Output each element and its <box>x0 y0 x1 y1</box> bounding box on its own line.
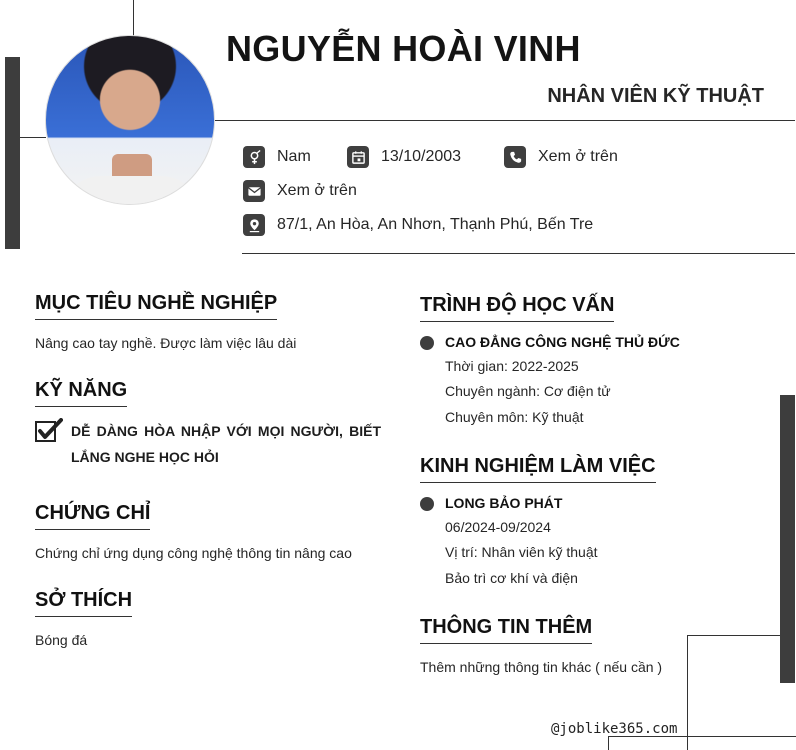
address-item <box>243 214 593 236</box>
decor-bar-left <box>5 57 20 249</box>
gender-value: Nam <box>277 148 311 165</box>
job-title: NHÂN VIÊN KỸ THUẬT <box>547 85 764 107</box>
candidate-name: NGUYỄN HOÀI VINH <box>226 28 581 69</box>
phone-item <box>504 146 618 168</box>
calendar-icon <box>347 146 369 168</box>
phone-value: Xem ở trên <box>538 148 618 165</box>
extra-info-text: Thêm những thông tin khác ( nếu cần ) <box>420 659 663 675</box>
education-heading: TRÌNH ĐỘ HỌC VẤN <box>420 294 614 322</box>
email-item <box>243 180 357 202</box>
hobbies-heading: SỞ THÍCH <box>35 589 132 617</box>
hobbies-text: Bóng đá <box>35 632 88 648</box>
skill-text: DỄ DÀNG HÒA NHẬP VỚI MỌI NGƯỜI, BIẾT LẮNG NGHE HỌC HỎI <box>71 423 381 465</box>
checkbox-checked-icon <box>35 418 63 442</box>
mail-icon <box>243 180 265 202</box>
decor-line-top-vertical <box>133 0 134 36</box>
skill-item <box>35 418 381 470</box>
experience-bullet <box>420 497 434 511</box>
gender-item <box>243 146 311 168</box>
education-specialty: Chuyên môn: Kỹ thuật <box>445 409 584 425</box>
location-icon <box>243 214 265 236</box>
experience-role: Vị trí: Nhân viên kỹ thuật <box>445 544 598 560</box>
objective-heading: MỤC TIÊU NGHỀ NGHIỆP <box>35 292 277 320</box>
watermark-text: @joblike365.com <box>551 721 678 737</box>
skills-heading: KỸ NĂNG <box>35 379 127 407</box>
decor-line-left-horizontal <box>20 137 46 138</box>
decor-frame-vertical-2 <box>608 736 609 750</box>
birthday-item <box>347 146 461 168</box>
decor-bar-right <box>780 395 795 683</box>
address-value: 87/1, An Hòa, An Nhơn, Thạnh Phú, Bến Tre <box>277 216 594 233</box>
education-time: Thời gian: 2022-2025 <box>445 358 579 374</box>
decor-frame-horizontal-1 <box>687 635 780 636</box>
gender-icon <box>243 146 265 168</box>
education-school: CAO ĐẲNG CÔNG NGHỆ THỦ ĐỨC <box>445 334 680 350</box>
education-bullet <box>420 336 434 350</box>
phone-icon <box>504 146 526 168</box>
header-divider-top <box>215 120 795 121</box>
experience-duty: Bảo trì cơ khí và điện <box>445 570 578 586</box>
birthday-value: 13/10/2003 <box>381 148 462 165</box>
experience-company: LONG BẢO PHÁT <box>445 495 563 511</box>
decor-frame-vertical-1 <box>687 635 688 750</box>
email-value: Xem ở trên <box>277 182 357 199</box>
certificates-text: Chứng chỉ ứng dụng công nghệ thông tin nâng cao <box>35 545 352 561</box>
header-divider-bottom <box>242 253 795 254</box>
extra-info-heading: THÔNG TIN THÊM <box>420 616 592 644</box>
education-major: Chuyên ngành: Cơ điện tử <box>445 383 611 399</box>
avatar-photo <box>45 35 215 205</box>
certificates-heading: CHỨNG CHỈ <box>35 502 150 530</box>
experience-heading: KINH NGHIỆM LÀM VIỆC <box>420 455 656 483</box>
objective-text: Nâng cao tay nghề. Được làm việc lâu dài <box>35 335 297 351</box>
experience-period: 06/2024-09/2024 <box>445 519 551 535</box>
